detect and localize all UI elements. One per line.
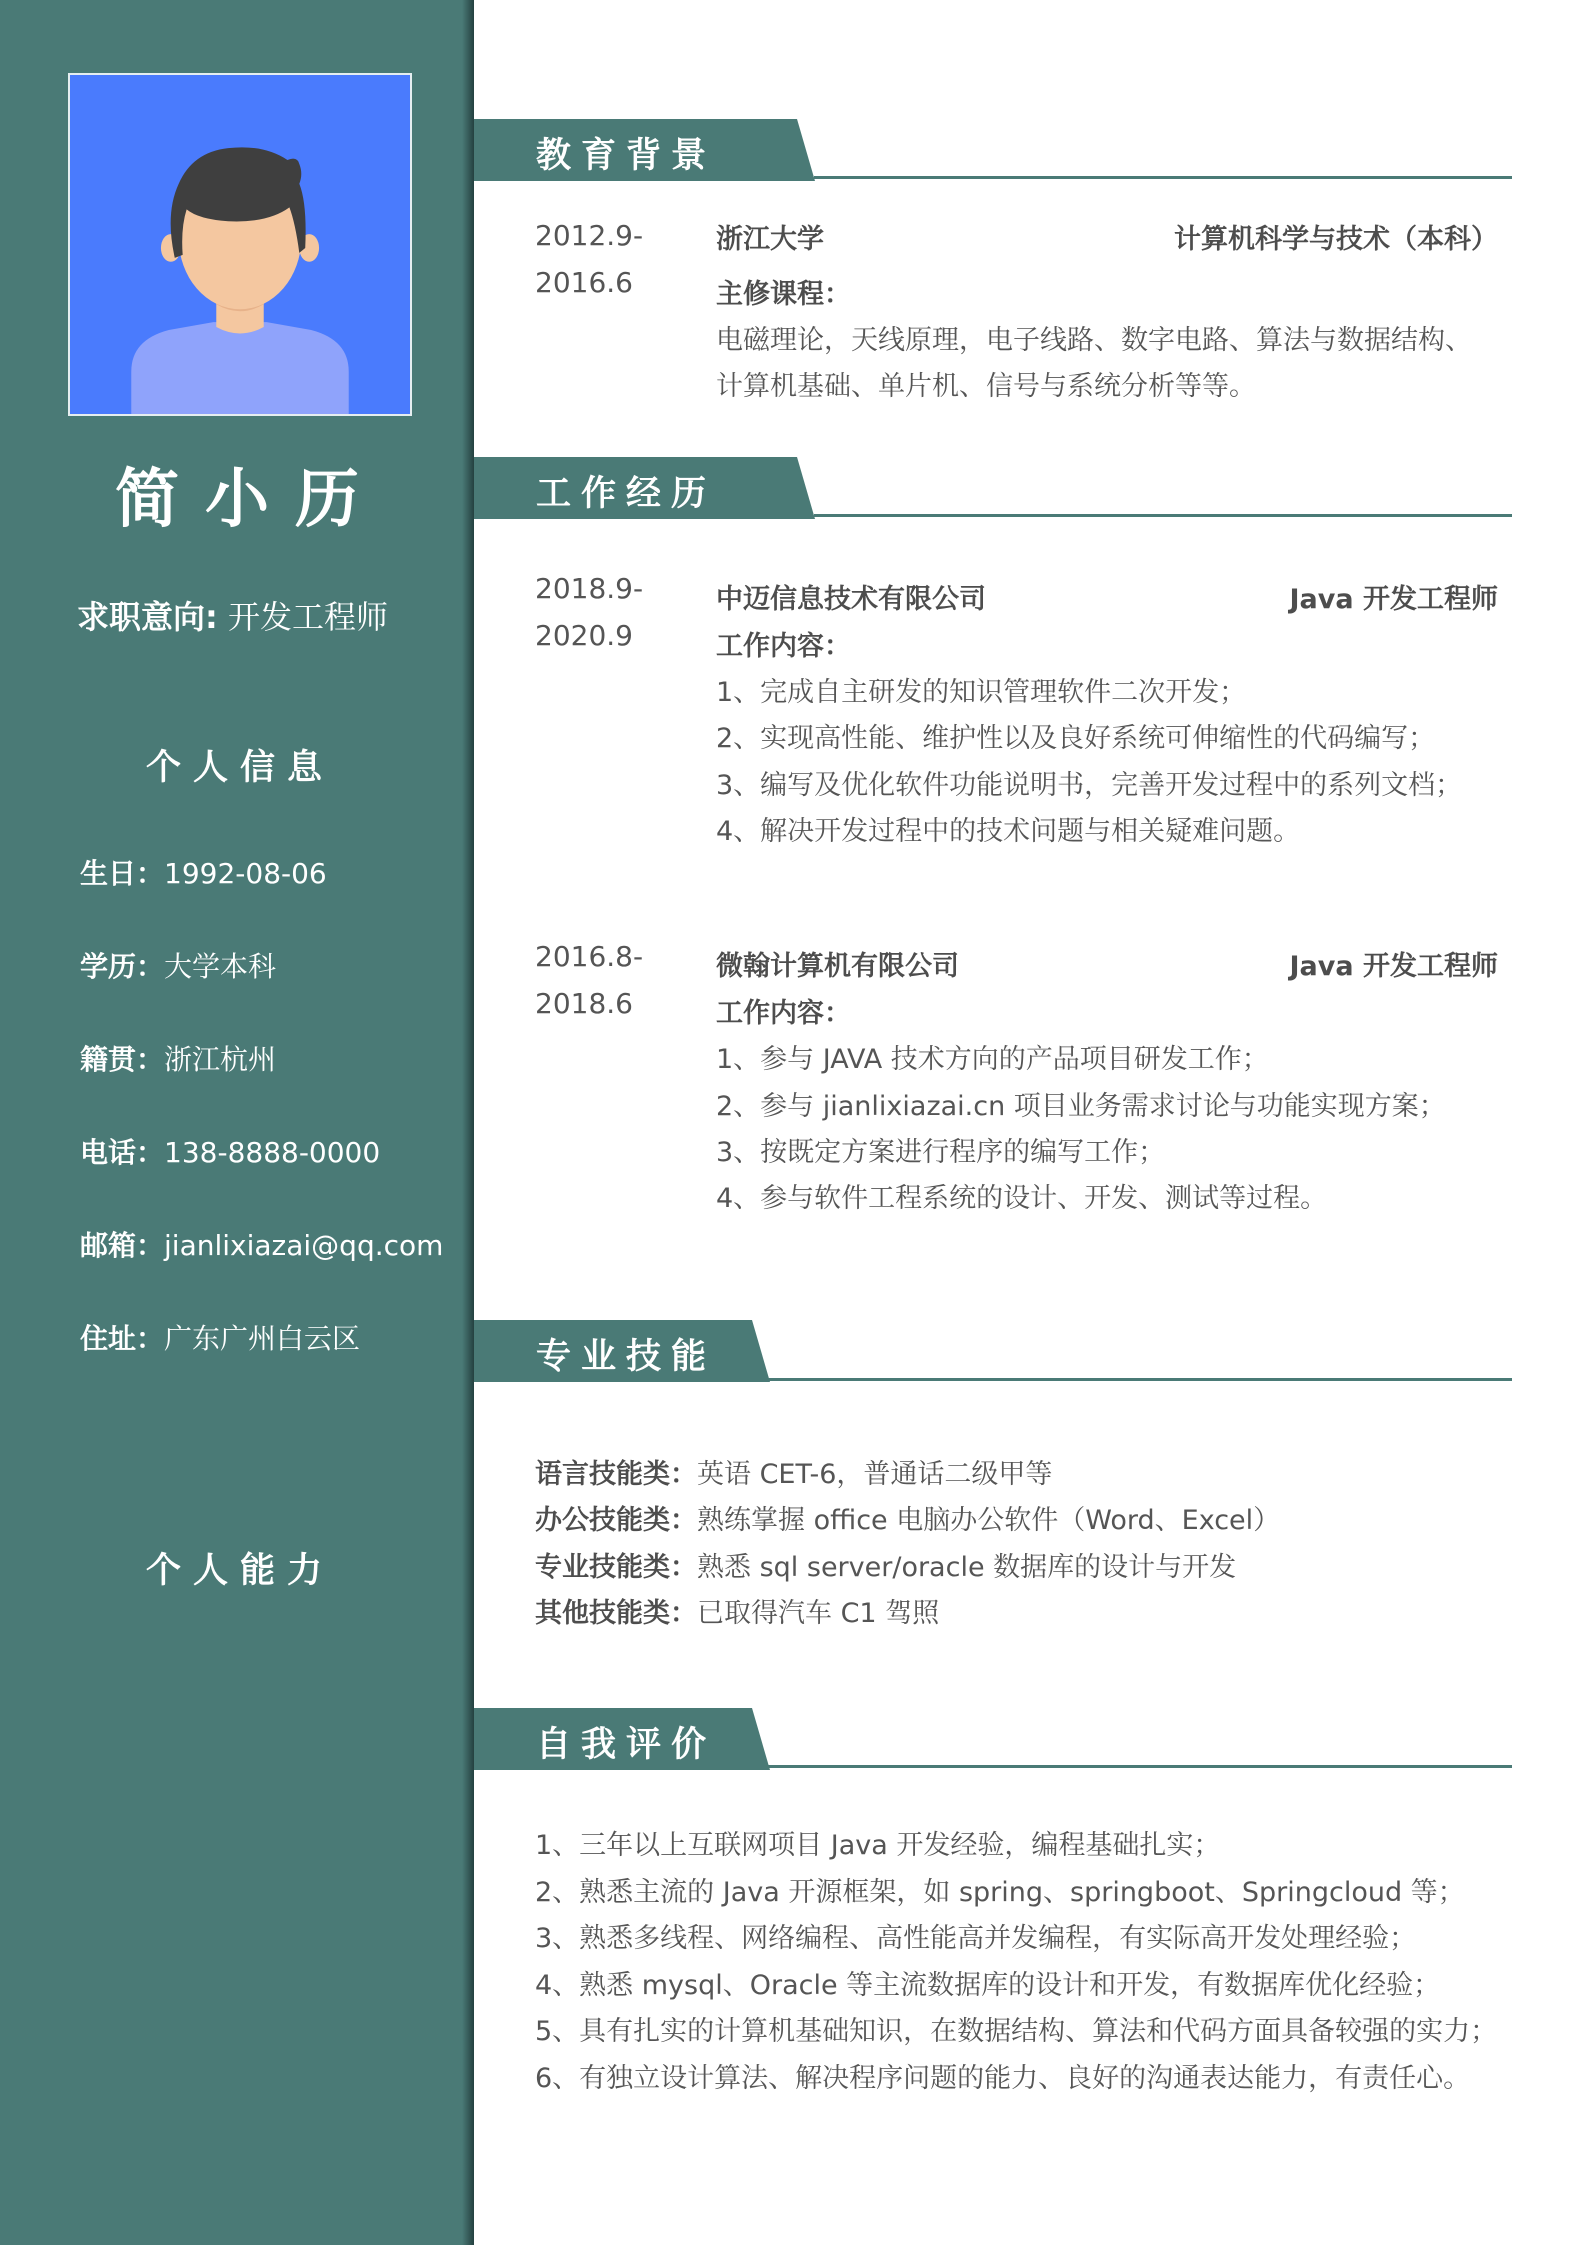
work-item: 1、参与 JAVA 技术方向的产品项目研发工作； xyxy=(716,1044,1269,1075)
info-value: 138-8888-0000 xyxy=(164,1136,381,1169)
skill-row xyxy=(535,1498,1280,1537)
skill-label: 其他技能类： xyxy=(535,1598,697,1629)
edu-courses-line: 计算机基础、单片机、信号与系统分析等等。 xyxy=(716,371,1256,402)
section-title: 专业技能 xyxy=(536,1337,717,1377)
section-title: 自我评价 xyxy=(536,1725,717,1765)
self-eval-item: 3、熟悉多线程、网络编程、高性能高并发编程，有实际高开发处理经验； xyxy=(535,1923,1417,1954)
info-value: 大学本科 xyxy=(164,950,277,983)
skill-label: 语言技能类： xyxy=(535,1459,697,1490)
skill-row xyxy=(535,1545,1236,1584)
sidebar xyxy=(0,0,474,2245)
info-label: 住址： xyxy=(80,1322,165,1355)
skill-row xyxy=(535,1591,939,1630)
info-value: 1992-08-06 xyxy=(164,857,327,890)
work-item: 3、按既定方案进行程序的编写工作； xyxy=(716,1137,1166,1168)
info-label: 籍贯： xyxy=(80,1043,165,1076)
job-target-label: 求职意向: xyxy=(77,598,218,636)
info-hometown xyxy=(80,1038,276,1078)
section-divider xyxy=(768,1765,1512,1768)
job-target-value: 开发工程师 xyxy=(227,598,388,636)
skill-value: 已取得汽车 C1 驾照 xyxy=(697,1598,940,1629)
work-item: 3、编写及优化软件功能说明书，完善开发过程中的系列文档； xyxy=(716,770,1463,801)
work-position: Java 开发工程师 xyxy=(1289,951,1498,982)
info-label: 学历： xyxy=(80,950,165,983)
work-content-label: 工作内容： xyxy=(716,998,851,1029)
work-position: Java 开发工程师 xyxy=(1289,584,1498,615)
work-content-label: 工作内容： xyxy=(716,631,851,662)
edu-date-end: 2016.6 xyxy=(535,266,633,299)
skill-value: 英语 CET-6，普通话二级甲等 xyxy=(697,1459,1053,1490)
section-divider xyxy=(768,1378,1512,1381)
profile-photo xyxy=(68,73,412,416)
skill-row xyxy=(535,1452,1052,1491)
info-label: 邮箱： xyxy=(80,1229,165,1262)
personal-ability-title: 个人能力 xyxy=(145,1551,334,1591)
section-title: 工作经历 xyxy=(536,474,717,514)
info-phone xyxy=(80,1131,380,1171)
job-target xyxy=(77,592,388,638)
info-label: 生日： xyxy=(80,857,165,890)
work-item: 2、参与 jianlixiazai.cn 项目业务需求讨论与功能实现方案； xyxy=(716,1091,1446,1122)
edu-date-start: 2012.9- xyxy=(535,219,644,252)
section-divider xyxy=(814,176,1512,179)
self-eval-item: 2、熟悉主流的 Java 开源框架，如 spring、springboot、Springcloud 等； xyxy=(535,1877,1465,1908)
edu-courses-line: 电磁理论，天线原理，电子线路、数字电路、算法与数据结构、 xyxy=(716,325,1472,356)
edu-courses-label: 主修课程： xyxy=(716,279,851,310)
info-email xyxy=(80,1224,443,1264)
info-value: 广东广州白云区 xyxy=(164,1322,361,1355)
edu-school: 浙江大学 xyxy=(716,224,824,255)
info-birthday xyxy=(80,852,327,892)
skill-label: 专业技能类： xyxy=(535,1552,697,1583)
self-eval-item: 5、具有扎实的计算机基础知识，在数据结构、算法和代码方面具备较强的实力； xyxy=(535,2016,1498,2047)
edu-major: 计算机科学与技术（本科） xyxy=(1174,224,1498,255)
skill-value: 熟练掌握 office 电脑办公软件（Word、Excel） xyxy=(697,1505,1281,1536)
self-eval-item: 1、三年以上互联网项目 Java 开发经验，编程基础扎实； xyxy=(535,1830,1221,1861)
work-date-start: 2018.9- xyxy=(535,572,644,605)
info-label: 电话： xyxy=(80,1136,165,1169)
work-item: 1、完成自主研发的知识管理软件二次开发； xyxy=(716,677,1247,708)
work-company: 微翰计算机有限公司 xyxy=(716,951,959,982)
work-date-end: 2018.6 xyxy=(535,987,633,1020)
info-address xyxy=(80,1317,360,1357)
work-item: 4、参与软件工程系统的设计、开发、测试等过程。 xyxy=(716,1183,1328,1214)
work-date-start: 2016.8- xyxy=(535,940,644,973)
skill-value: 熟悉 sql server/oracle 数据库的设计与开发 xyxy=(697,1552,1237,1583)
section-title: 教育背景 xyxy=(536,136,717,176)
work-company: 中迈信息技术有限公司 xyxy=(716,584,986,615)
info-value: 浙江杭州 xyxy=(164,1043,277,1076)
skill-label: 办公技能类： xyxy=(535,1505,697,1536)
section-divider xyxy=(814,514,1512,517)
self-eval-item: 6、有独立设计算法、解决程序问题的能力、良好的沟通表达能力，有责任心。 xyxy=(535,2063,1471,2094)
personal-info-title: 个人信息 xyxy=(145,748,334,788)
avatar-icon xyxy=(70,75,410,414)
work-item: 4、解决开发过程中的技术问题与相关疑难问题。 xyxy=(716,816,1301,847)
info-education xyxy=(80,945,276,985)
self-eval-item: 4、熟悉 mysql、Oracle 等主流数据库的设计和开发，有数据库优化经验； xyxy=(535,1970,1441,2001)
work-item: 2、实现高性能、维护性以及良好系统可伸缩性的代码编写； xyxy=(716,723,1436,754)
candidate-name: 简小历 xyxy=(115,463,385,537)
work-date-end: 2020.9 xyxy=(535,619,633,652)
info-value[interactable]: jianlixiazai@qq.com xyxy=(164,1229,444,1262)
